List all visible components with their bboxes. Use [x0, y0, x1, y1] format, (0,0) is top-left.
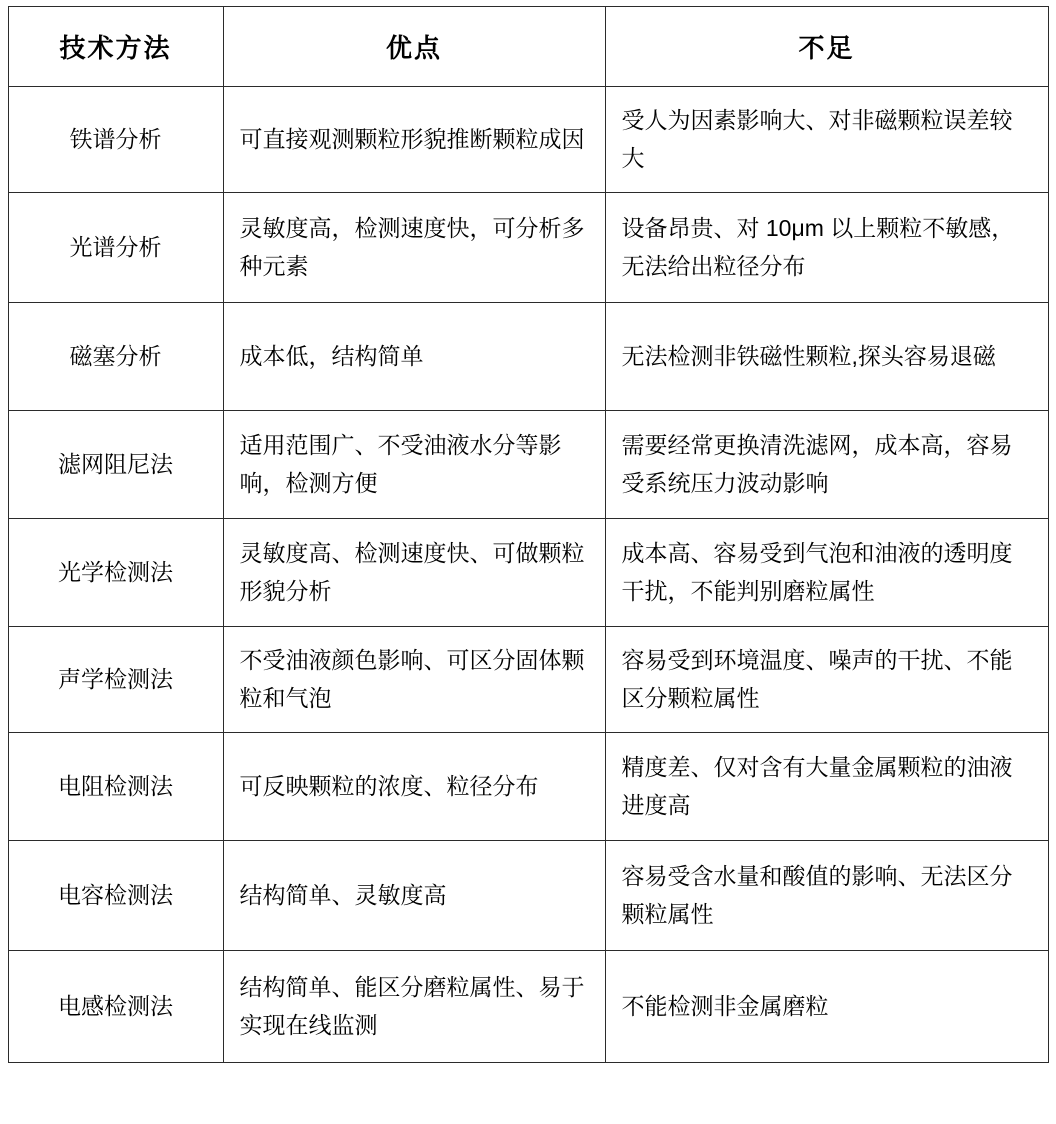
table-row	[8, 519, 1048, 627]
cell-advantage: 灵敏度高、检测速度快、可做颗粒形貌分析	[223, 519, 605, 627]
column-header-shortcoming: 不足	[605, 7, 1048, 87]
table-row	[8, 87, 1048, 193]
cell-shortcoming: 不能检测非金属磨粒	[605, 951, 1048, 1063]
cell-advantage: 可反映颗粒的浓度、粒径分布	[223, 733, 605, 841]
cell-method: 磁塞分析	[8, 303, 223, 411]
cell-shortcoming: 容易受到环境温度、噪声的干扰、不能区分颗粒属性	[605, 627, 1048, 733]
column-header-advantage: 优点	[223, 7, 605, 87]
cell-shortcoming: 需要经常更换清洗滤网，成本高，容易受系统压力波动影响	[605, 411, 1048, 519]
cell-method: 光学检测法	[8, 519, 223, 627]
cell-method: 声学检测法	[8, 627, 223, 733]
table-body	[8, 87, 1048, 1063]
cell-advantage: 可直接观测颗粒形貌推断颗粒成因	[223, 87, 605, 193]
cell-method: 光谱分析	[8, 193, 223, 303]
cell-shortcoming: 容易受含水量和酸值的影响、无法区分颗粒属性	[605, 841, 1048, 951]
table-row	[8, 303, 1048, 411]
cell-advantage: 结构简单、能区分磨粒属性、易于实现在线监测	[223, 951, 605, 1063]
cell-shortcoming: 无法检测非铁磁性颗粒,探头容易退磁	[605, 303, 1048, 411]
table-row	[8, 193, 1048, 303]
tech-comparison-table	[8, 6, 1049, 1063]
table-row	[8, 841, 1048, 951]
column-header-method: 技术方法	[8, 7, 223, 87]
cell-shortcoming: 精度差、仅对含有大量金属颗粒的油液进度高	[605, 733, 1048, 841]
cell-advantage: 灵敏度高，检测速度快，可分析多种元素	[223, 193, 605, 303]
table-row	[8, 627, 1048, 733]
cell-method: 滤网阻尼法	[8, 411, 223, 519]
table-row	[8, 411, 1048, 519]
cell-shortcoming: 成本高、容易受到气泡和油液的透明度干扰，不能判别磨粒属性	[605, 519, 1048, 627]
cell-method: 电感检测法	[8, 951, 223, 1063]
cell-advantage: 结构简单、灵敏度高	[223, 841, 605, 951]
table-row	[8, 951, 1048, 1063]
table-row	[8, 733, 1048, 841]
table-head	[8, 7, 1048, 87]
cell-shortcoming: 受人为因素影响大、对非磁颗粒误差较大	[605, 87, 1048, 193]
cell-method: 电容检测法	[8, 841, 223, 951]
cell-method: 铁谱分析	[8, 87, 223, 193]
cell-shortcoming: 设备昂贵、对 10μm 以上颗粒不敏感，无法给出粒径分布	[605, 193, 1048, 303]
table-header-row	[8, 7, 1048, 87]
cell-method: 电阻检测法	[8, 733, 223, 841]
cell-advantage: 成本低，结构简单	[223, 303, 605, 411]
cell-advantage: 不受油液颜色影响、可区分固体颗粒和气泡	[223, 627, 605, 733]
cell-advantage: 适用范围广、不受油液水分等影响，检测方便	[223, 411, 605, 519]
